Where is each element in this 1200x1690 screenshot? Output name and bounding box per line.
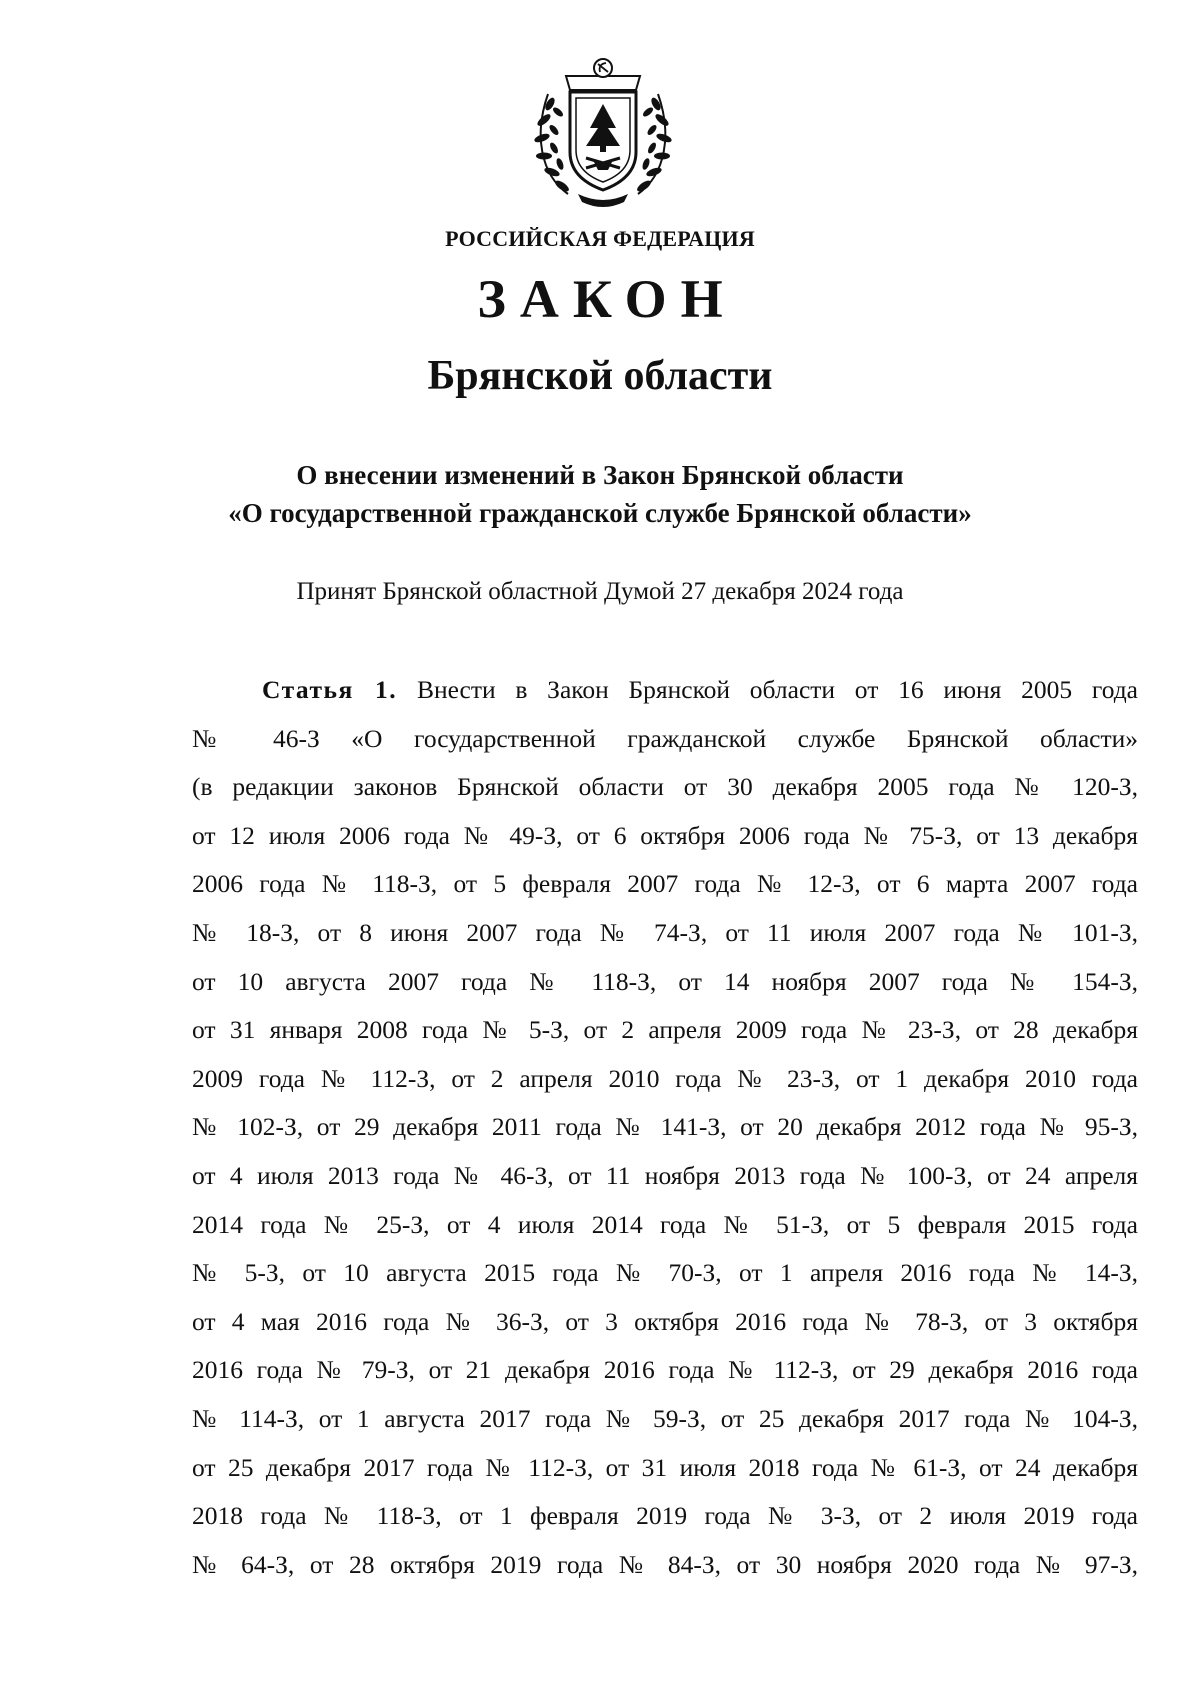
- article-1-line: [192, 666, 1138, 715]
- article-1-line: от 4 мая 2016 года № 36-З, от 3 октября 2016 года № 78-З, от 3 октября: [192, 1306, 1138, 1336]
- country-heading: РОССИЙСКАЯ ФЕДЕРАЦИЯ: [445, 226, 755, 251]
- article-1-line: от 25 декабря 2017 года № 112-З, от 31 июля 2018 года № 61-З, от 24 декабря: [192, 1452, 1138, 1482]
- article-1-line: 2014 года № 25-З, от 4 июля 2014 года № 51-З, от 5 февраля 2015 года: [192, 1209, 1138, 1239]
- region-heading: Брянской области: [427, 353, 773, 399]
- article-1-line: (в редакции законов Брянской области от 30 декабря 2005 года № 120-З,: [192, 772, 1138, 802]
- article-1-line: 2016 года № 79-З, от 21 декабря 2016 года № 112-З, от 29 декабря 2016 года: [192, 1355, 1138, 1385]
- article-1-line: № 114-З, от 1 августа 2017 года № 59-З, от 25 декабря 2017 года № 104-З,: [192, 1403, 1138, 1433]
- article-1-line-text: Внести в Закон Брянской области от 16 июня 2005 года: [416, 675, 1139, 704]
- article-1-line: 2018 года № 118-З, от 1 февраля 2019 года № 3-З, от 2 июля 2019 года: [192, 1501, 1138, 1531]
- article-1-line: № 18-З, от 8 июня 2007 года № 74-З, от 11 июля 2007 года № 101-З,: [192, 917, 1138, 947]
- document-type-heading: ЗАКОН: [477, 269, 737, 329]
- article-1-line: от 12 июля 2006 года № 49-З, от 6 октября 2006 года № 75-З, от 13 декабря: [192, 820, 1138, 850]
- adoption-statement: Принят Брянской областной Думой 27 декабря 2024 года: [296, 578, 904, 605]
- law-title-line-1: О внесении изменений в Закон Брянской области: [296, 460, 904, 490]
- article-1-line: № 46-З «О государственной гражданской службе Брянской области»: [192, 723, 1138, 753]
- coat-of-arms-icon: [528, 54, 678, 210]
- law-title: [0, 456, 1200, 532]
- article-1-line: от 10 августа 2007 года № 118-З, от 14 ноября 2007 года № 154-З,: [192, 966, 1138, 996]
- article-1-line: от 4 июля 2013 года № 46-З, от 11 ноября 2013 года № 100-З, от 24 апреля: [192, 1160, 1138, 1190]
- article-1-line: 2006 года № 118-З, от 5 февраля 2007 года № 12-З, от 6 марта 2007 года: [192, 869, 1138, 899]
- article-label: Статья 1.: [262, 675, 398, 704]
- article-1-line: № 64-З, от 28 октября 2019 года № 84-З, от 30 ноября 2020 года № 97-З,: [192, 1549, 1138, 1579]
- article-1-line: № 102-З, от 29 декабря 2011 года № 141-З, от 20 декабря 2012 года № 95-З,: [192, 1112, 1138, 1142]
- article-1-text: [192, 666, 1138, 1589]
- law-title-line-2: «О государственной гражданской службе Брянской области»: [228, 498, 972, 528]
- article-1-line: № 5-З, от 10 августа 2015 года № 70-З, от 1 апреля 2016 года № 14-З,: [192, 1258, 1138, 1288]
- article-1-line: от 31 января 2008 года № 5-З, от 2 апреля 2009 года № 23-З, от 28 декабря: [192, 1015, 1138, 1045]
- article-1-line: 2009 года № 112-З, от 2 апреля 2010 года № 23-З, от 1 декабря 2010 года: [192, 1063, 1138, 1093]
